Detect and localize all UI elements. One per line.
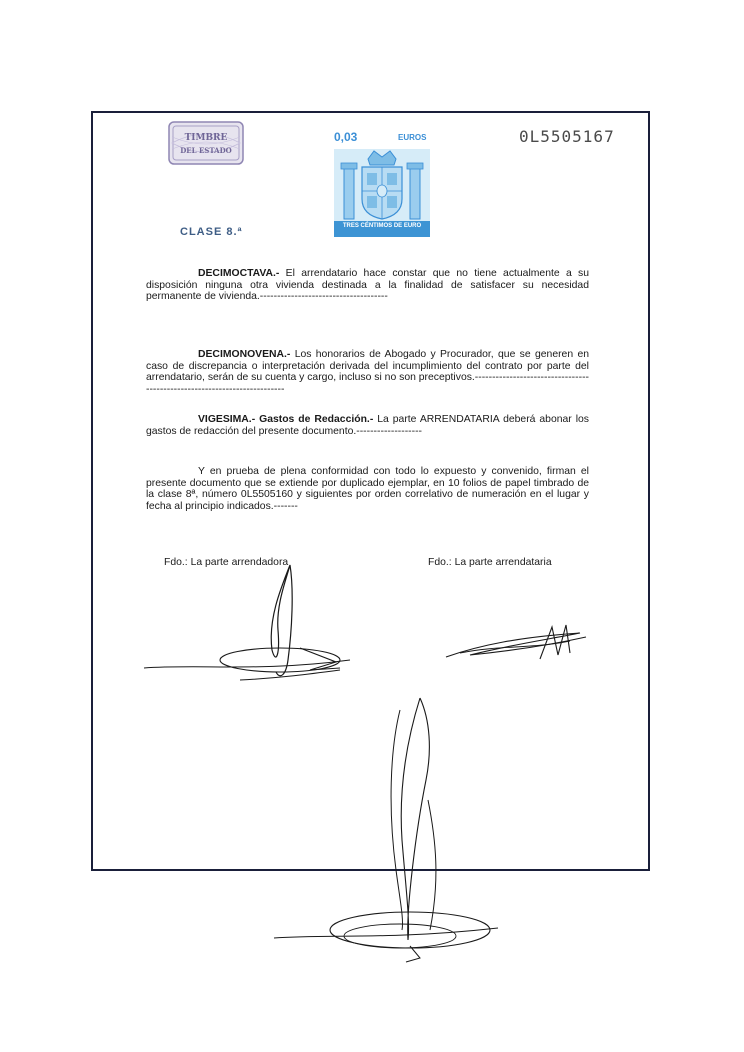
timbre-del-estado-emblem	[168, 121, 244, 165]
clause-text: La parte ARRENDATARIA deberá abonar los gastos de redacción del presente documento.-------------------	[146, 414, 589, 437]
clause-decimonovena	[146, 349, 589, 395]
clause-text: Los honorarios de Abogado y Procurador, que se generen en caso de discrepancia o interpretación derivada del incumplimiento del contrato por parte del arrendatario, serán de su cuenta y cargo, incluso si no son preceptivos.-------------------------------------------------------------------------	[146, 349, 589, 395]
stamp-price: 0,03	[334, 130, 358, 144]
clause-title: VIGESIMA.- Gastos de Redacción.-	[198, 414, 374, 425]
clause-text: El arrendatario hace constar que no tiene actualmente a su disposición ninguna otra vivienda destinada a la finalidad de satisfacer su necesidad permanente de vivienda.-------------------------------------	[146, 268, 589, 303]
closing-text: Y en prueba de plena conformidad con todo lo expuesto y convenido, firman el presente documento que se extiende por duplicado ejemplar, en 10 folios de papel timbrado de la clase 8ª, número 0L5505160 y siguientes por orden correlativo de numeración en el lugar y fecha al principio indicados.-------	[146, 466, 589, 512]
stamp-caption: TRES CÉNTIMOS DE EURO	[342, 223, 422, 229]
clause-title: DECIMONOVENA.-	[198, 349, 291, 360]
signature-label-arrendadora: Fdo.: La parte arrendadora	[164, 557, 289, 568]
clause-decimoctava	[146, 268, 589, 303]
signature-label-arrendataria: Fdo.: La parte arrendataria	[428, 557, 552, 568]
clause-vigesima	[146, 414, 589, 437]
clase-label: CLASE 8.ª	[180, 226, 243, 238]
svg-text:DEL ESTADO: DEL ESTADO	[180, 146, 232, 155]
serial-number: 0L5505167	[519, 127, 615, 146]
closing-paragraph	[146, 466, 589, 512]
svg-text:TIMBRE: TIMBRE	[184, 133, 228, 143]
clause-title: DECIMOCTAVA.-	[198, 268, 280, 279]
stamp-currency: EUROS	[398, 133, 427, 142]
